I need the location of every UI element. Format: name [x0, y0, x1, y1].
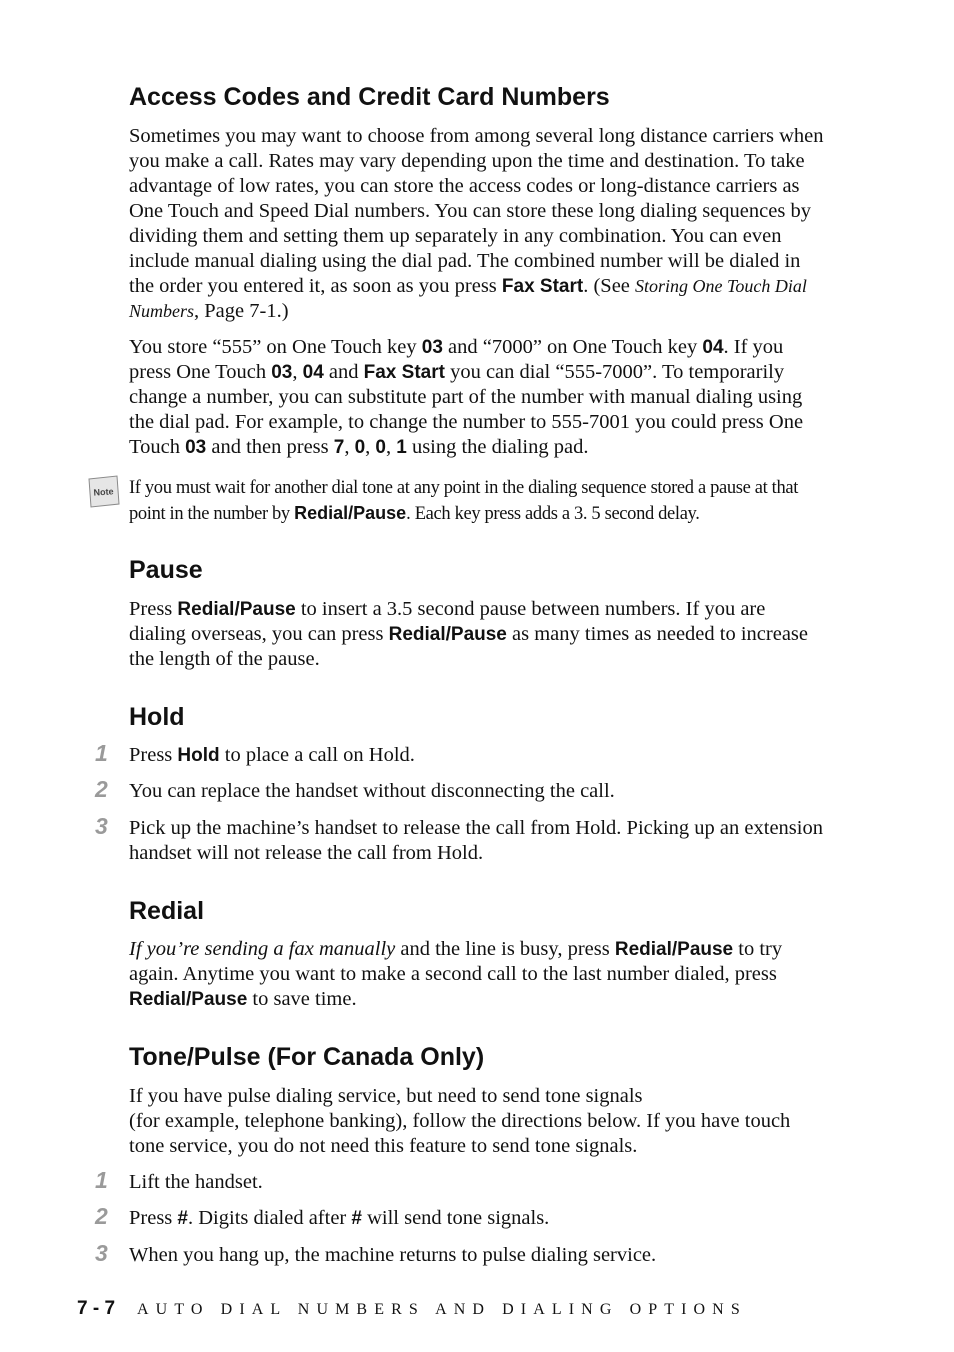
page-footer — [77, 1298, 747, 1320]
tone-paragraph: If you have pulse dialing service, but need to send tone signals (for example, telephone banking), follow the directions below. If you have touch tone service, you do not need this feature to send tone signals. — [129, 1085, 791, 1157]
section-heading-hold: Hold — [129, 703, 185, 731]
access-paragraph-1: Sometimes you may want to choose from among several long distance carriers when you make a call. Rates may vary depending upon the time and destination. To take advantage of low rates, you can store the access codes or long-distance carriers as One Touch and Speed Dial numbers. You can store these long dialing sequences by dividing them and setting them up separately in any combination. You can even include manual dialing using the dial pad. The combined number will be dialed in the order you entered it, as soon as you press Fax Start. (See Storing One Touch Dial Numbers, Page 7-1.) — [129, 125, 824, 322]
redial-paragraph: If you’re sending a fax manually and the line is busy, press Redial/Pause to try again. Anytime you want to make a second call to the last number dialed, press Redial/Pause to save time. — [129, 938, 783, 1010]
note-text: If you must wait for another dial tone at any point in the dialing sequence stored a pause at that point in the number by Redial/Pause. Each key press adds a 3. 5 second delay. — [129, 478, 799, 524]
step-number: 3 — [95, 813, 108, 839]
section-heading-redial: Redial — [129, 897, 205, 925]
cross-reference: Storing One Touch Dial Numbers — [129, 276, 807, 321]
step-number: 1 — [95, 740, 108, 766]
note-icon-label: Note — [93, 486, 114, 498]
note-icon — [86, 475, 120, 509]
step-number: 3 — [95, 1240, 108, 1266]
step-number: 2 — [95, 776, 108, 802]
pause-paragraph: Press Redial/Pause to insert a 3.5 second pause between numbers. If you are dialing overseas, you can press Redial/Pause as many times as needed to increase the length of the pause. — [129, 598, 808, 670]
chapter-title: AUTO DIAL NUMBERS AND DIALING OPTIONS — [137, 1301, 747, 1318]
section-heading-access-codes: Access Codes and Credit Card Numbers — [129, 83, 610, 111]
step-number: 1 — [95, 1167, 108, 1193]
section-heading-tone-pulse: Tone/Pulse (For Canada Only) — [129, 1043, 485, 1071]
key-fax-start: Fax Start — [501, 276, 584, 297]
page-number: 7 - 7 — [77, 1298, 116, 1319]
step-number: 2 — [95, 1203, 108, 1229]
access-paragraph-2: You store “555” on One Touch key 03 and “7000” on One Touch key 04. If you press One Touch 03, 04 and Fax Start you can dial “555-7000”. To temporarily change a number, you can substitute part of the number with manual dialing using the dial pad. For example, to change the number to 555-7001 you could press One Touch 03 and then press 7, 0, 0, 1 using the dialing pad. — [129, 336, 804, 458]
section-heading-pause: Pause — [129, 556, 203, 584]
key-hold: Hold — [177, 745, 220, 766]
